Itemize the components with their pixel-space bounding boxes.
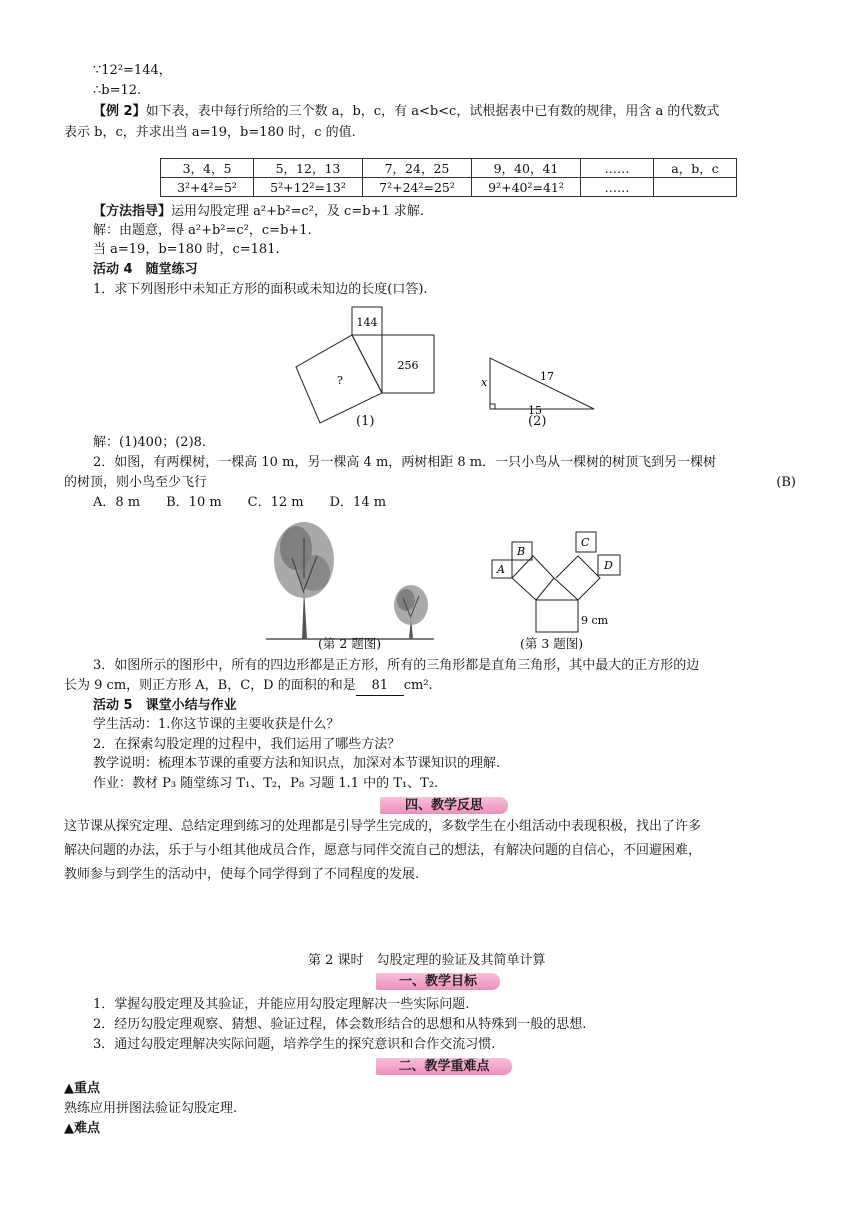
table-cell: 7，24，25 [363,159,472,178]
table-cell [654,178,737,197]
question-2-answer: (B) [776,475,796,490]
figure-2-caption: (2) [528,414,547,429]
question-3-line2 [64,677,433,696]
section-title: 二、教学重难点 [398,1059,490,1074]
label-unknown: ? [337,374,343,387]
text-line: 解：由题意，得 a²+b²=c²，c=b+1. [93,223,312,238]
short-tree-icon [394,585,428,639]
text-line: 教学说明：梳理本节课的重要方法和知识点，加深对本节课知识的理解. [93,756,501,771]
question-2-options: A．8 m B．10 m C．12 m D．14 m [93,495,387,510]
figure-1-caption: (1) [356,414,375,429]
tall-tree-icon [274,522,334,639]
text-line: 学生活动：1.你这节课的主要收获是什么？ [93,717,340,732]
section-title: 四、教学反思 [404,798,483,813]
pattern-table [160,158,737,197]
goal-line: 3．通过勾股定理解决实际问题，培养学生的探究意识和合作交流习惯. [93,1037,496,1052]
label-9cm: 9 cm [581,614,609,627]
figure-q3-squares [488,528,628,634]
question-2-line2: 的树顶，则小鸟至少飞行 [64,475,208,490]
table-cell: 3²+4²=5² [161,178,254,197]
table-cell: 9²+40²=41² [472,178,581,197]
example2-text: 如下表，表中每行所给的三个数 a，b，c，有 a<b<c，试根据表中已有数的规律，用含 a 的代数式 [145,104,720,119]
difficulty-heading: ▲难点 [64,1121,100,1136]
activity4-title: 活动 4 随堂练习 [93,262,198,277]
right-square [556,556,600,600]
paragraph-line: 这节课从探究定理、总结定理到练习的处理都是引导学生完成的，多数学生在小组活动中表现积极，找出了许多 [64,819,702,834]
table-row [161,159,737,178]
q3-unit: cm². [403,678,433,693]
table-row [161,178,737,197]
goal-line: 2．经历勾股定理观察、猜想、验证过程，体会数形结合的思想和从特殊到一般的思想. [93,1017,587,1032]
text-line: 2．在探索勾股定理的过程中，我们运用了哪些方法？ [93,737,401,752]
table-cell: 5²+12²=13² [254,178,363,197]
paragraph-line: 解决问题的办法，乐于与小组其他成员合作，愿意与同伴交流自己的想法，有解决问题的自信心，不回避困难， [64,843,702,858]
q3-blank-answer: 81 [356,677,404,696]
text-line: 当 a=19，b=180 时，c=181. [93,242,280,257]
label-c: C [581,536,590,549]
key-point-heading: ▲重点 [64,1081,100,1096]
label-144: 144 [356,316,378,329]
homework-line: 作业：教材 P₃ 随堂练习 T₁、T₂，P₈ 习题 1.1 中的 T₁、T₂. [93,776,439,791]
label-17: 17 [540,370,554,383]
label-x: x [481,376,488,389]
question-1: 1．求下列图形中未知正方形的面积或未知边的长度(口答). [93,282,428,297]
method-text: 运用勾股定理 a²+b²=c²，及 c=b+1 求解. [171,204,424,219]
answer-1: 解：(1)400；(2)8. [93,435,207,450]
table-cell: 3，4，5 [161,159,254,178]
activity5-title: 活动 5 课堂小结与作业 [93,698,237,713]
method-label: 【方法指导】 [93,204,172,219]
label-256: 256 [397,359,419,372]
label-15: 15 [528,404,542,415]
figure-2-triangle [478,350,603,415]
table-cell: a，b，c [654,159,737,178]
table-cell: 5，12，13 [254,159,363,178]
largest-square [536,600,578,632]
table-cell: 7²+24²=25² [363,178,472,197]
section-banner-goals [376,971,500,993]
method-line [93,203,424,221]
example2-line2: 表示 b，c，并求出当 a=19，b=180 时，c 的值. [64,125,356,140]
q3-text: 长为 9 cm，则正方形 A，B，C，D 的面积的和是 [64,678,356,693]
table-cell: …… [581,178,654,197]
figure-q3-caption: (第 3 题图) [520,636,584,651]
key-point-text: 熟练应用拼图法验证勾股定理. [64,1101,238,1116]
right-triangle [490,358,594,409]
figure-q2-trees [262,518,442,643]
example2-line1 [93,103,719,121]
lesson-title: 第 2 课时 勾股定理的验证及其简单计算 [308,953,546,968]
right-angle-mark [490,404,495,409]
question-2-line1: 2．如图，有两棵树，一棵高 10 m，另一棵高 4 m，两树相距 8 m．一只小鸟从一棵树的树顶飞到另一棵树 [93,455,717,470]
text-line: ∵12²=144， [93,63,172,78]
label-b: B [517,545,526,558]
section-banner-reflection [380,795,508,817]
left-square [512,556,554,600]
table-cell: …… [581,159,654,178]
figure-q2-caption: (第 2 题图) [318,636,382,651]
text-line: ∴b=12. [93,83,142,98]
question-3-line1: 3．如图所示的图形中，所有的四边形都是正方形，所有的三角形都是直角三角形，其中最大的正方形的边 [93,658,700,673]
example2-label: 【例 2】 [93,104,146,119]
section-title: 一、教学目标 [398,974,477,989]
paragraph-line: 教师参与到学生的活动中，使每个同学得到了不同程度的发展. [64,867,420,882]
table-cell: 9，40，41 [472,159,581,178]
label-a: A [497,563,505,576]
section-banner-keypoints [376,1056,512,1078]
label-d: D [604,559,613,572]
goal-line: 1．掌握勾股定理及其验证，并能应用勾股定理解决一些实际问题. [93,997,470,1012]
